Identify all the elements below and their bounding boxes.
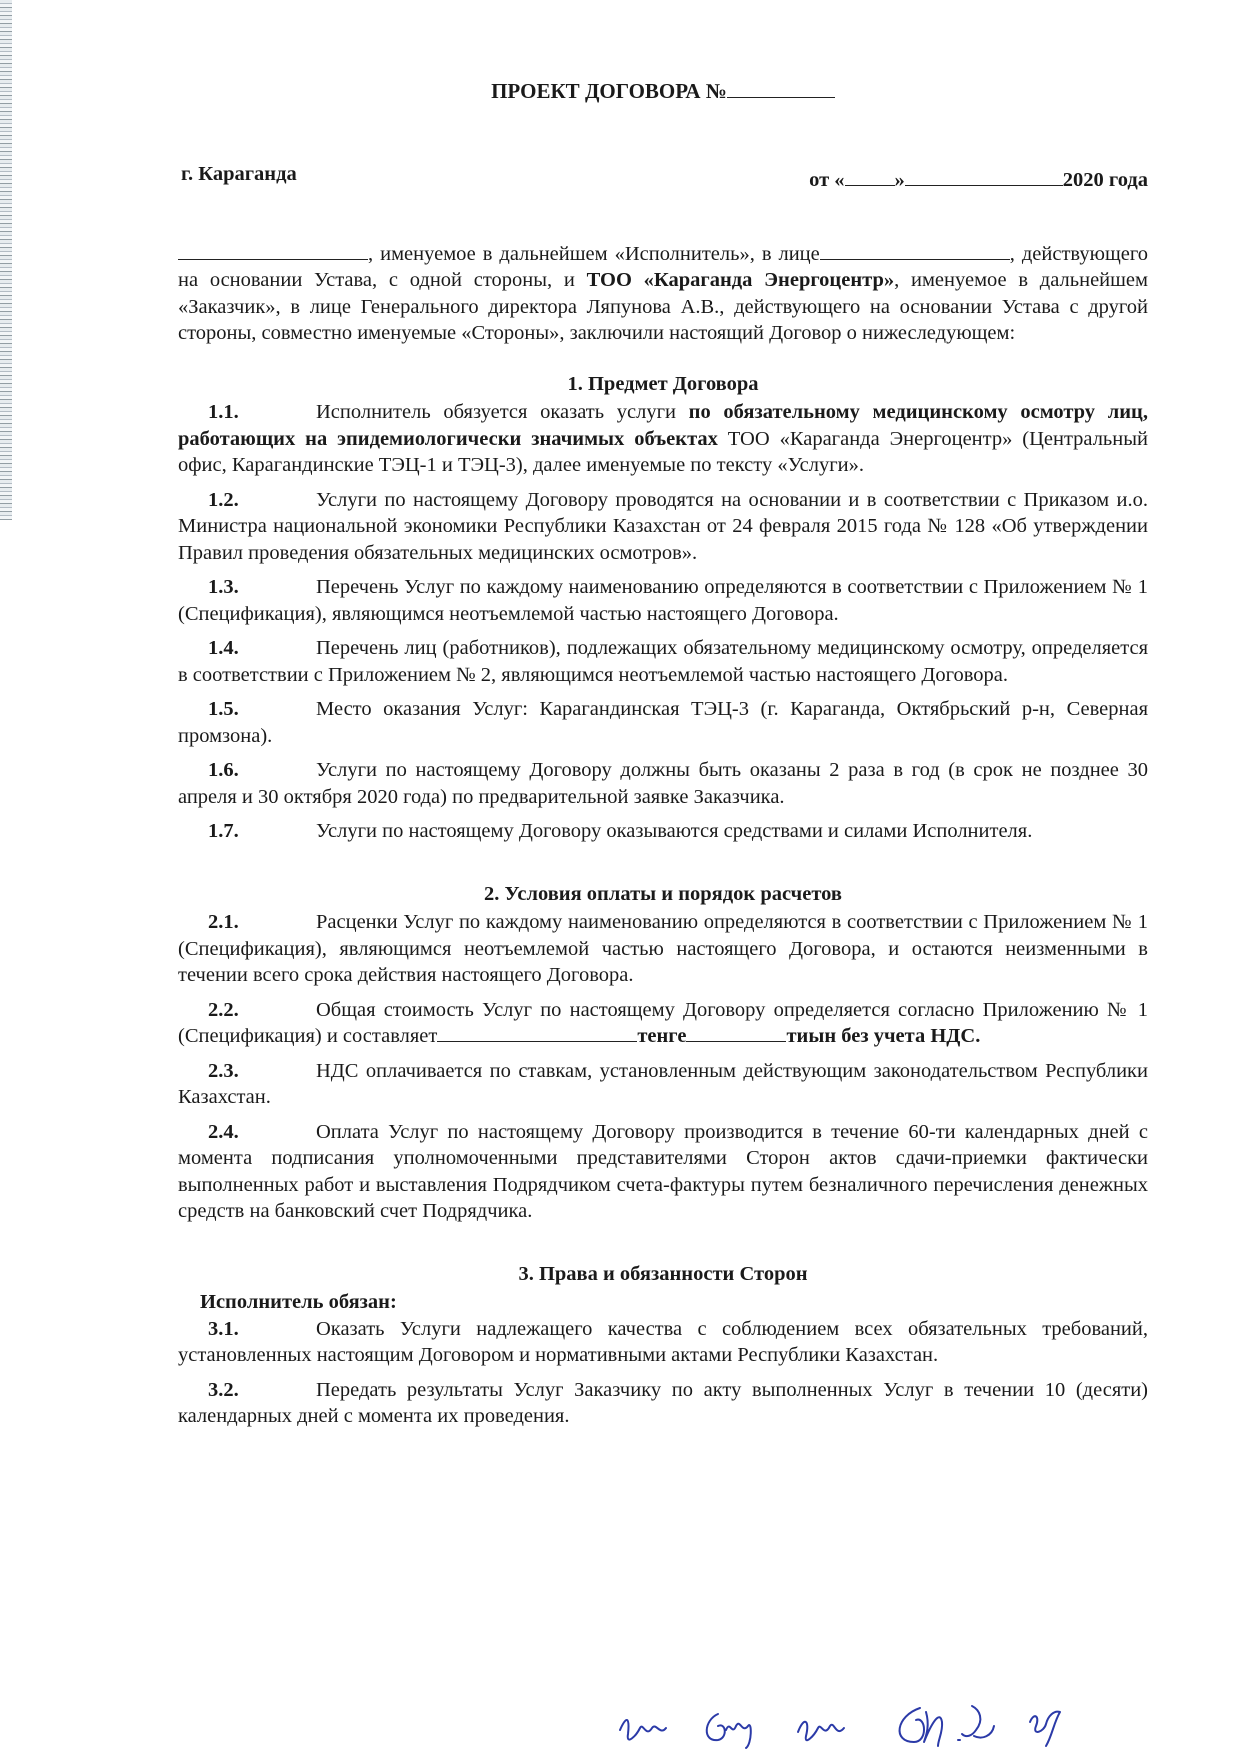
executor-obligations-heading: Исполнитель обязан: xyxy=(200,1291,397,1313)
contract-title xyxy=(178,78,1148,105)
clause-1-5: 1.5. Место оказания Услуг: Карагандинская ТЭЦ-3 (г. Караганда, Октябрьский р-н, Северная промзона). xyxy=(178,698,1148,747)
clause-3-2: 3.2. Передать результаты Услуг Заказчику по акту выполненных Услуг в течении 10 (десяти) календарных дней с момента их проведения. xyxy=(178,1378,1148,1427)
clause-1-2: 1.2. Услуги по настоящему Договору проводятся на основании и в соответствии с Приказом и.о. Министра национальной экономики Республики Казахстан от 24 февраля 2015 года № 128 «Об утверждении Правил проведения обязательных медицинских осмотров». xyxy=(178,488,1148,564)
preamble: , именуемое в дальнейшем «Исполнитель», в лице , действующего на основании Устава, с одной стороны, и ТОО «Караганда Энергоцентр», именуемое в дальнейшем «Заказчик», в лице Генерального директора Ляпунова А.В., действующего на основании Устава с другой стороны, совместно именуемые «Стороны», заключили настоящий Договор о нижеследующем: xyxy=(178,242,1149,344)
clause-3-1: 3.1. Оказать Услуги надлежащего качества с соблюдением всех обязательных требований, установленных настоящим Договором и нормативными актами Республики Казахстан. xyxy=(178,1317,1148,1366)
clause-2-1: 2.1. Расценки Услуг по каждому наименованию определяются в соответствии с Приложением № 1 (Спецификация), являющимся неотъемлемой частью настоящего Договора, и остаются неизменными в течении всего срока действия настоящего Договора. xyxy=(178,911,1148,986)
signature-3 xyxy=(798,1722,844,1740)
city: г. Караганда xyxy=(181,162,297,185)
clause-1-3: 1.3. Перечень Услуг по каждому наименованию определяются в соответствии с Приложением № 1 (Спецификация), являющимся неотъемлемой частью настоящего Договора. xyxy=(178,576,1148,625)
customer-company: ТОО «Караганда Энергоцентр» xyxy=(586,269,895,291)
clause-1-6: 1.6. Услуги по настоящему Договору должны быть оказаны 2 раза в год (в срок не позднее 30 апреля и 30 октября 2020 года) по предварительной заявке Заказчика. xyxy=(178,759,1148,808)
section-1-title: 1. Предмет Договора xyxy=(567,372,759,395)
clause-2-3: 2.3. НДС оплачивается по ставкам, установленным действующим законодательством Республики Казахстан. xyxy=(178,1059,1148,1108)
section-2-title: 2. Условия оплаты и порядок расчетов xyxy=(484,882,842,905)
executor-rep-blank xyxy=(820,241,1010,260)
price-tiyn-blank xyxy=(686,1023,786,1042)
scan-edge-artifact xyxy=(0,0,12,520)
handwritten-signatures-graphic xyxy=(600,1700,1160,1754)
signature-2 xyxy=(707,1714,751,1748)
signature-4 xyxy=(900,1706,994,1746)
price-tenge-blank xyxy=(437,1023,637,1042)
document-page xyxy=(178,78,1148,1438)
clause-1-4: 1.4. Перечень лиц (работников), подлежащих обязательному медицинскому осмотру, определяется в соответствии с Приложением № 2, являющимся неотъемлемой частью настоящего Договора. xyxy=(178,637,1148,686)
signature-5 xyxy=(1030,1712,1060,1746)
clause-2-2: 2.2. Общая стоимость Услуг по настоящему Договору определяется согласно Приложению № 1 (Спецификация) и составляет тенге тиын без учета НДС. xyxy=(178,998,1148,1047)
contract-number-blank xyxy=(727,79,835,98)
clause-2-4: 2.4. Оплата Услуг по настоящему Договору производится в течение 60-ти календарных дней с момента подписания уполномоченными представителями Сторон актов сдачи-приемки фактически выполненных работ и выставления Подрядчиком счета-фактуры путем безналичного перечисления денежных средств на банковский счет Подрядчика. xyxy=(178,1120,1148,1222)
title-text: ПРОЕКТ ДОГОВОРА № xyxy=(491,79,727,103)
clause-1-7: 1.7. Услуги по настоящему Договору оказываются средствами и силами Исполнителя. xyxy=(208,820,1033,842)
clause-1-1: 1.1. Исполнитель обязуется оказать услуги по обязательному медицинскому осмотру лиц, работающих на эпидемиологически значимых объектах ТОО «Караганда Энергоцентр» (Центральный офис, Карагандинские ТЭЦ-1 и ТЭЦ-3), далее именуемые по тексту «Услуги». xyxy=(178,401,1148,476)
section-3-title: 3. Права и обязанности Сторон xyxy=(518,1262,808,1285)
executor-name-blank xyxy=(178,241,368,260)
initials-signatures xyxy=(600,1700,1160,1754)
city-date-line xyxy=(178,161,1148,191)
signature-1 xyxy=(620,1720,666,1740)
contract-date: от « » 2020 года xyxy=(809,168,1148,191)
